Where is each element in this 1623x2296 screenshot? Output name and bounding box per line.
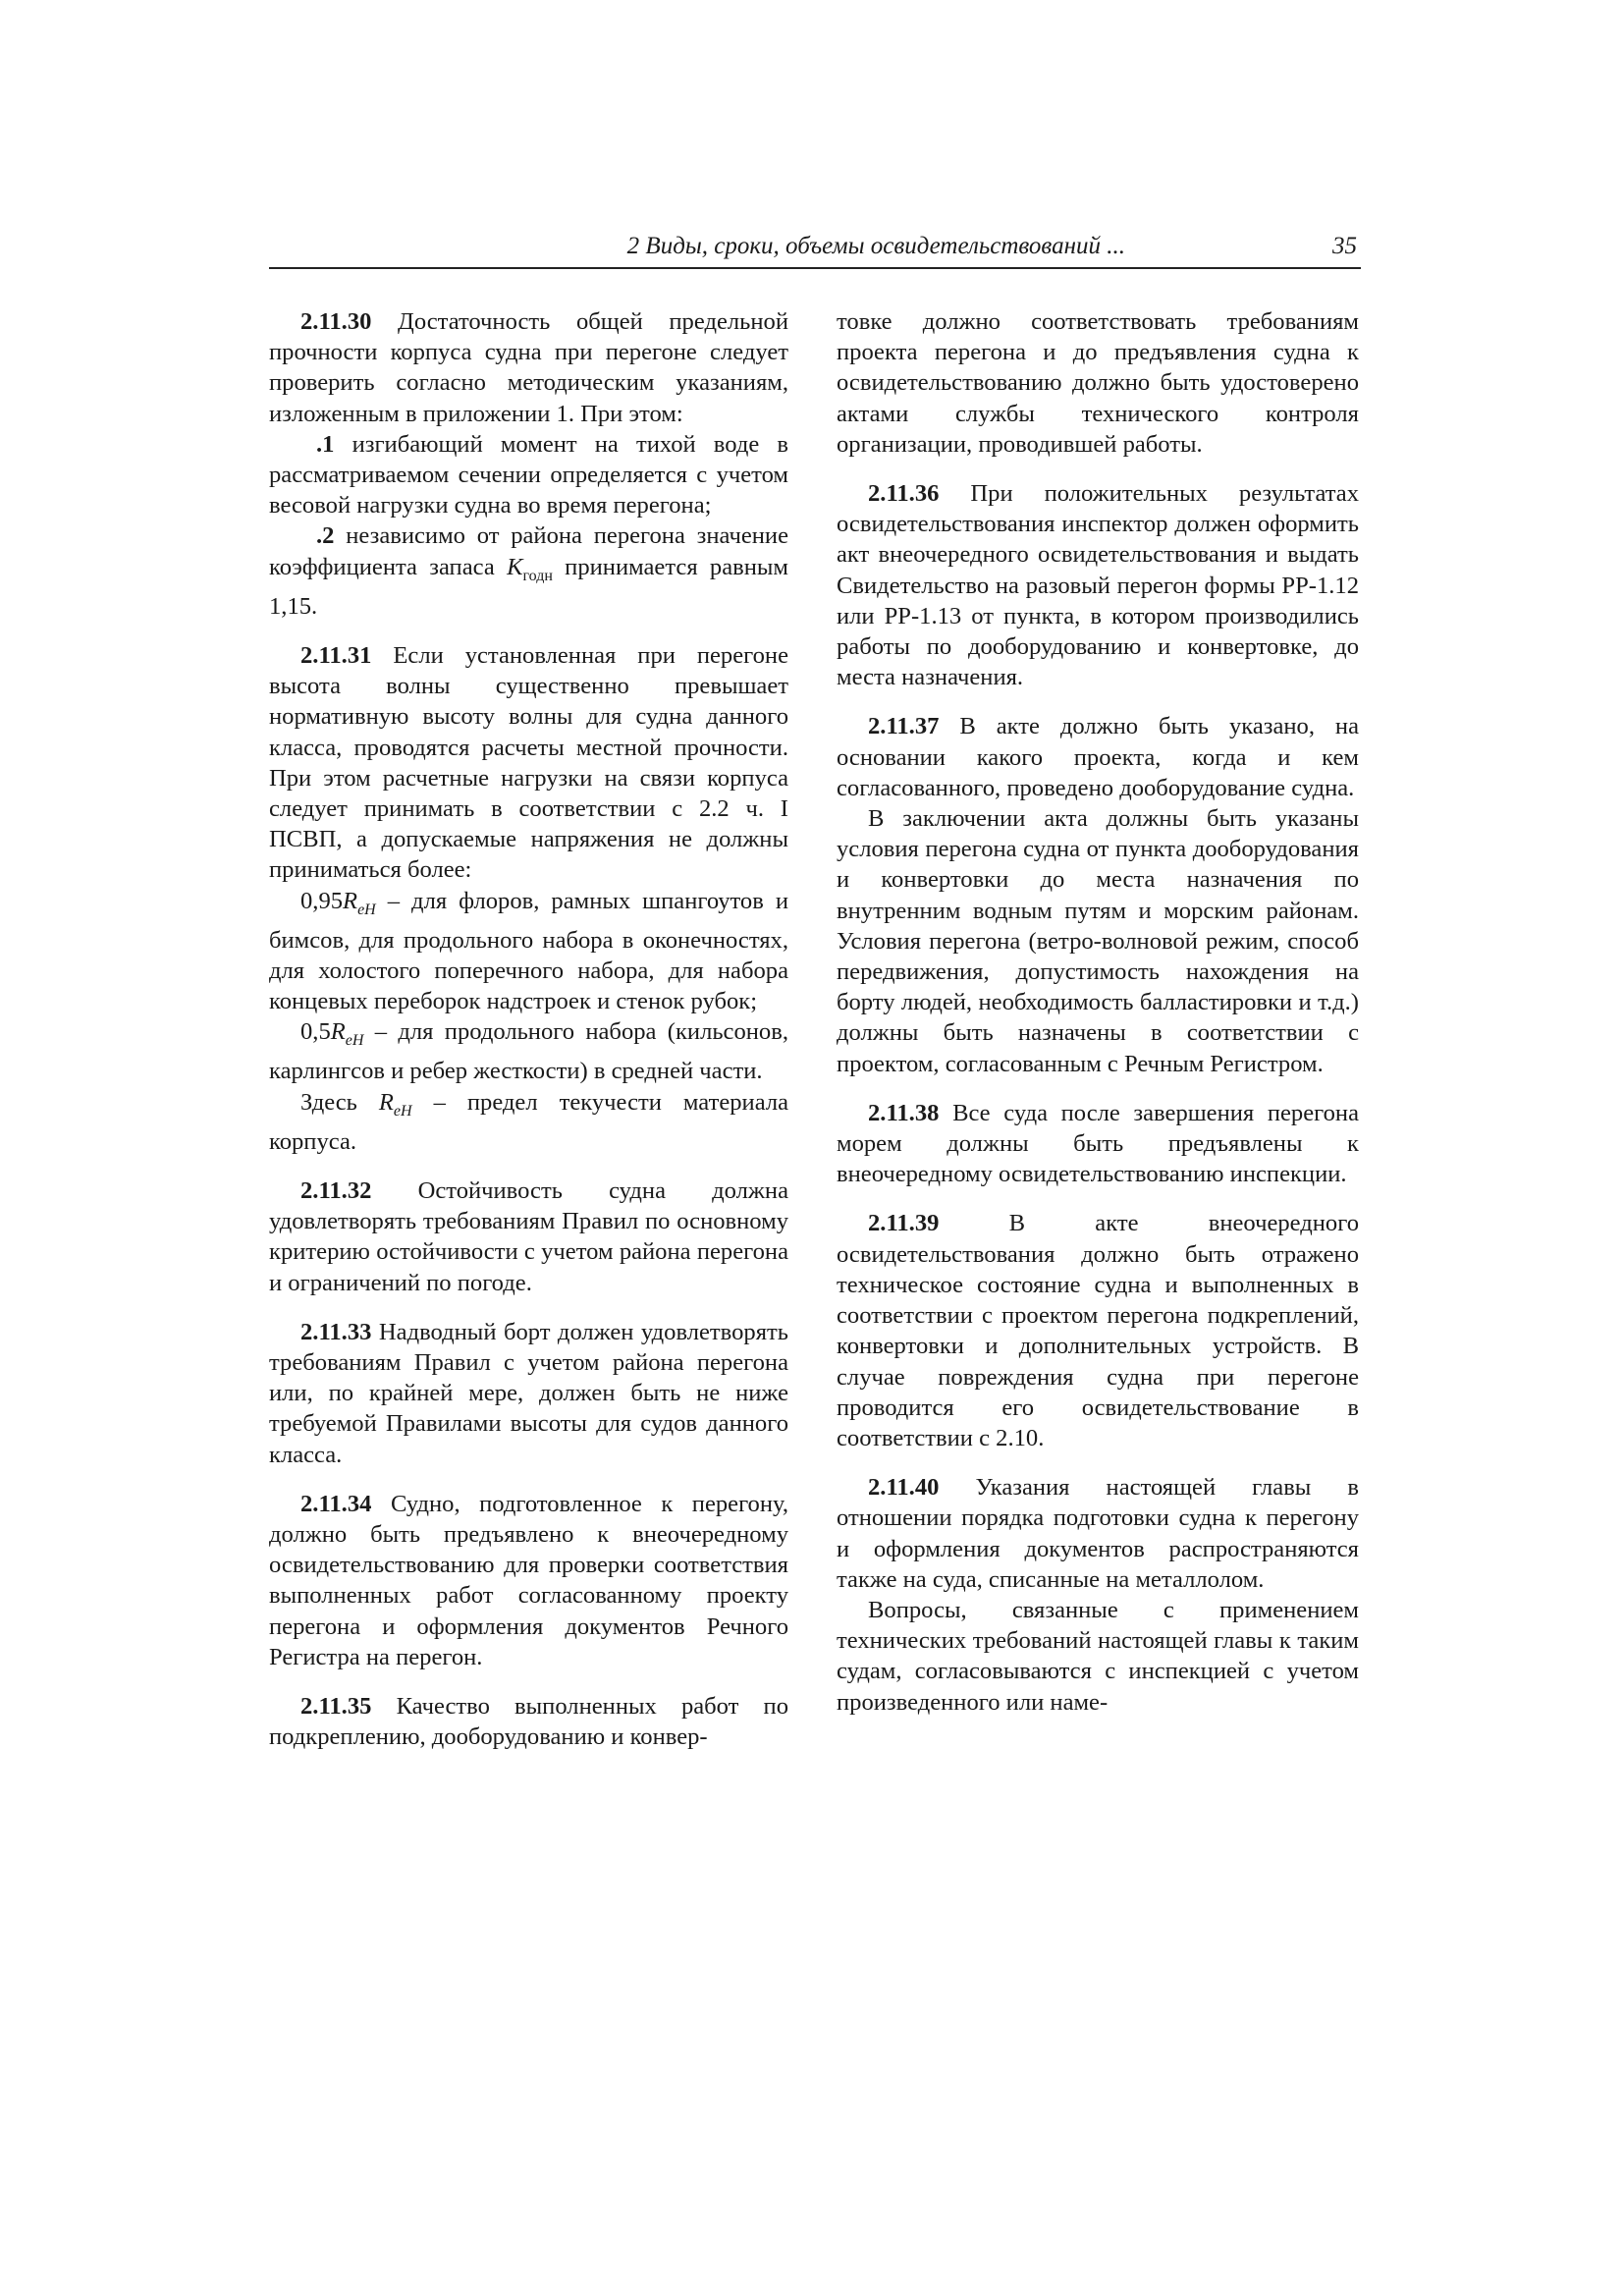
paragraph-text: В заключении акта должны быть указаны условия перегона судна от пункта дооборудования и конвертовки до места назначения по внутренним водным путям и морским районам. Условия перегона (ветро-волновой режим, способ передвижения, допустимость нахождения на борту людей, необходимость балластировки и т.д.) должны быть назначены в соответствии с проектом, согласованным с Речным Регистром. [837,805,1359,1077]
paragraph-2-11-37 [837,711,1359,803]
paragraph-text: независимо от района перегона значение коэффициента запаса [269,522,788,580]
coefficient-symbol: K [507,553,523,580]
paragraph-2-11-34 [269,1489,788,1672]
paragraph-act-conclusion [837,803,1359,1079]
paragraph-text: Указания настоящей главы в отношении порядка подготовки судна к перегону и оформления документов распространяются также на суда, списанные на металлолом. [837,1474,1359,1593]
paragraph-2-11-39 [837,1208,1359,1453]
definition-note [269,1087,788,1157]
left-column [269,306,788,1752]
yield-symbol: R [343,887,358,914]
paragraph-text: При положительных результатах освидетельствования инспектор должен оформить акт внеочередного освидетельствования и выдать Свидетельство на разовый перегон формы РР-1.12 или РР-1.13 от пункта, в котором производились работы по дооборудованию и конвертовке, до места назначения. [837,480,1359,691]
clause-number: 2.11.37 [868,713,940,740]
clause-number: 2.11.30 [300,308,372,335]
subparagraph-2 [269,520,788,622]
paragraph-text: изгибающий момент на тихой воде в рассматриваемом сечении определяется с учетом весовой нагрузки судна во время перегона; [269,430,788,519]
paragraph-2-11-36 [837,478,1359,692]
paragraph-text: В акте внеочередного освидетельствования должно быть отражено техническое состояние судна и выполненных в соответствии с проектом перегона подкреплений, конвертовки и дополнительных устройств. В случае повреждения судна при перегоне проводится его освидетельствование в соответствии с 2.10. [837,1210,1359,1451]
paragraph-2-11-35 [269,1691,788,1752]
right-column [837,306,1359,1718]
clause-number: 2.11.40 [868,1474,940,1502]
coefficient-subscript: годн [522,567,553,584]
paragraph-text: В акте должно быть указано, на основании какого проекта, когда и кем согласованного, проведено дооборудование судна. [837,713,1359,801]
paragraph-text: товке должно соответствовать требованиям проекта перегона и до предъявления судна к освидетельствованию должно быть удостоверено актами службы технического контроля организации, проводившей работы. [837,308,1359,458]
paragraph-2-11-31 [269,640,788,886]
clause-number: 2.11.36 [868,480,940,508]
stress-limit-item-1 [269,886,788,1017]
clause-number: 2.11.34 [300,1490,372,1517]
paragraph-text: принимается равным 1,15. [269,553,788,620]
yield-subscript: eH [345,1032,364,1050]
subparagraph-1 [269,429,788,521]
clause-number: 2.11.32 [300,1176,372,1204]
subclause-number: .1 [316,430,335,458]
running-header [269,232,1361,269]
paragraph-text: Здесь [300,1088,379,1116]
paragraph-text: Все суда после завершения перегона морем должны быть предъявлены к внеочередному освидетельствованию инспекции. [837,1099,1359,1188]
paragraph-text: Если установленная при перегоне высота волны существенно превышает нормативную высоту волны для судна данного класса, проводятся расчеты местной прочности. При этом расчетные нагрузки на связи корпуса следует принимать в соответствии с 2.2 ч. I ПСВП, а допускаемые напряжения не должны приниматься более: [269,641,788,884]
coefficient-value: 0,5 [300,1018,331,1046]
coefficient-value: 0,95 [300,887,344,914]
page-number: 35 [1332,233,1357,259]
paragraph-questions [837,1595,1359,1718]
paragraph-text: Остойчивость судна должна удовлетворять требованиям Правил по основному критерию остойчивости с учетом района перегона и ограничений по погоде. [269,1176,788,1296]
paragraph-text: – для флоров, рамных шпангоутов и бимсов, для продольного набора в оконечностях, для холостого поперечного набора, для набора концевых переборок надстроек и стенок рубок; [269,887,788,1015]
yield-symbol: R [330,1018,346,1046]
section-title: 2 Виды, сроки, объемы освидетельствований ... [626,233,1125,259]
yield-symbol: R [378,1088,394,1116]
paragraph-2-11-32 [269,1175,788,1298]
clause-number: 2.11.33 [300,1318,372,1345]
paragraph-2-11-30 [269,306,788,429]
paragraph-text: Качество выполненных работ по подкреплению, дооборудованию и конвер- [269,1692,788,1751]
paragraph-text: Надводный борт должен удовлетворять требованиям Правил с учетом района перегона или, по крайней мере, должен быть не ниже требуемой Правилами высоты для судов данного класса. [269,1318,788,1468]
clause-number: 2.11.39 [868,1210,940,1237]
paragraph-text: Судно, подготовленное к перегону, должно быть предъявлено к внеочередному освидетельствованию для проверки соответствия выполненных работ согласованному проекту перегона и оформления документов Речного Регистра на перегон. [269,1490,788,1670]
paragraph-text: Вопросы, связанные с применением технических требований настоящей главы к таким судам, согласовываются с инспекцией с учетом произведенного или наме- [837,1596,1359,1716]
subclause-number: .2 [316,522,335,550]
paragraph-2-11-38 [837,1098,1359,1190]
clause-number: 2.11.38 [868,1099,940,1126]
paragraph-2-11-40 [837,1472,1359,1595]
paragraph-text: Достаточность общей предельной прочности корпуса судна при перегоне следует проверить согласно методическим указаниям, изложенным в приложении 1. При этом: [269,308,788,427]
paragraph-text: – для продольного набора (кильсонов, карлингсов и ребер жесткости) в средней части. [269,1018,788,1085]
paragraph-2-11-33 [269,1317,788,1470]
stress-limit-item-2 [269,1016,788,1086]
clause-number: 2.11.35 [300,1692,372,1720]
paragraph-text: – предел текучести материала корпуса. [269,1088,789,1155]
clause-number: 2.11.31 [300,641,372,669]
yield-subscript: eH [393,1102,412,1120]
paragraph-continuation [837,306,1359,460]
yield-subscript: eH [357,901,376,918]
